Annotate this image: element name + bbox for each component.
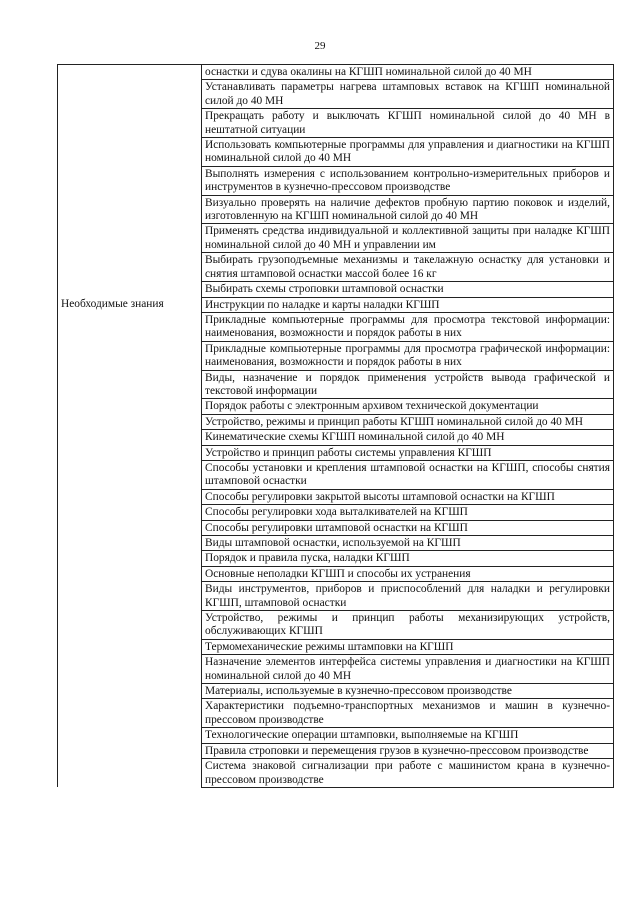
section-label [58, 65, 202, 298]
requirement-item: Устройство, режимы и принцип работы механизирующих устройств, обслуживающих КГШП [202, 611, 614, 640]
requirement-item: Прикладные компьютерные программы для просмотра текстовой информации: наименования, возможности и порядок работы в них [202, 312, 614, 341]
requirement-item: оснастки и сдува окалины на КГШП номинальной силой до 40 МН [202, 65, 614, 80]
table-row [58, 297, 614, 312]
requirement-item: Виды инструментов, приборов и приспособлений для наладки и регулировки КГШП, штамповой оснастки [202, 582, 614, 611]
requirement-item: Способы регулировки закрытой высоты штамповой оснастки на КГШП [202, 489, 614, 504]
requirement-item: Материалы, используемые в кузнечно-прессовом производстве [202, 684, 614, 699]
table-body [58, 65, 614, 788]
requirement-item: Система знаковой сигнализации при работе с машинистом крана в кузнечно-прессовом производстве [202, 759, 614, 788]
requirement-item: Выбирать грузоподъемные механизмы и такелажную оснастку для установки и снятия штамповой оснастки массой более 16 кг [202, 253, 614, 282]
requirement-item: Выбирать схемы строповки штамповой оснастки [202, 282, 614, 297]
requirement-item: Виды штамповой оснастки, используемой на КГШП [202, 536, 614, 551]
requirement-item: Способы установки и крепления штамповой оснастки на КГШП, способы снятия штамповой оснастки [202, 460, 614, 489]
requirement-item: Порядок работы с электронным архивом технической документации [202, 399, 614, 414]
requirement-item: Прикладные компьютерные программы для просмотра графической информации: наименования, возможности и порядок работы в них [202, 341, 614, 370]
requirement-item: Способы регулировки штамповой оснастки на КГШП [202, 520, 614, 535]
requirement-item: Визуально проверять на наличие дефектов пробную партию поковок и изделий, изготовленную на КГШП номинальной силой до 40 МН [202, 195, 614, 224]
table-row [58, 65, 614, 80]
page-number: 29 [314, 40, 326, 52]
requirement-item: Правила строповки и перемещения грузов в кузнечно-прессовом производстве [202, 743, 614, 758]
requirement-item: Устройство и принцип работы системы управления КГШП [202, 445, 614, 460]
requirement-item: Применять средства индивидуальной и коллективной защиты при наладке КГШП номинальной силой до 40 МН и управлении им [202, 224, 614, 253]
requirement-item: Прекращать работу и выключать КГШП номинальной силой до 40 МН в нештатной ситуации [202, 109, 614, 138]
requirement-item: Способы регулировки хода выталкивателей на КГШП [202, 505, 614, 520]
requirement-item: Назначение элементов интерфейса системы управления и диагностики на КГШП номинальной силой до 40 МН [202, 655, 614, 684]
requirement-item: Выполнять измерения с использованием контрольно-измерительных приборов и инструментов в кузнечно-прессовом производстве [202, 166, 614, 195]
requirement-item: Инструкции по наладке и карты наладки КГШП [202, 297, 614, 312]
requirement-item: Устройство, режимы и принцип работы КГШП номинальной силой до 40 МН [202, 414, 614, 429]
requirement-item: Термомеханические режимы штамповки на КГШП [202, 639, 614, 654]
professional-standard-table [57, 64, 614, 788]
requirement-item: Характеристики подъемно-транспортных механизмов и машин в кузнечно-прессовом производстве [202, 699, 614, 728]
section-label: Необходимые знания [58, 297, 202, 787]
requirement-item: Основные неполадки КГШП и способы их устранения [202, 566, 614, 581]
requirement-item: Кинематические схемы КГШП номинальной силой до 40 МН [202, 430, 614, 445]
requirement-item: Технологические операции штамповки, выполняемые на КГШП [202, 728, 614, 743]
requirement-item: Использовать компьютерные программы для управления и диагностики на КГШП номинальной силой до 40 МН [202, 138, 614, 167]
requirement-item: Виды, назначение и порядок применения устройств вывода графической и текстовой информации [202, 370, 614, 399]
requirement-item: Устанавливать параметры нагрева штамповых вставок на КГШП номинальной силой до 40 МН [202, 80, 614, 109]
requirement-item: Порядок и правила пуска, наладки КГШП [202, 551, 614, 566]
